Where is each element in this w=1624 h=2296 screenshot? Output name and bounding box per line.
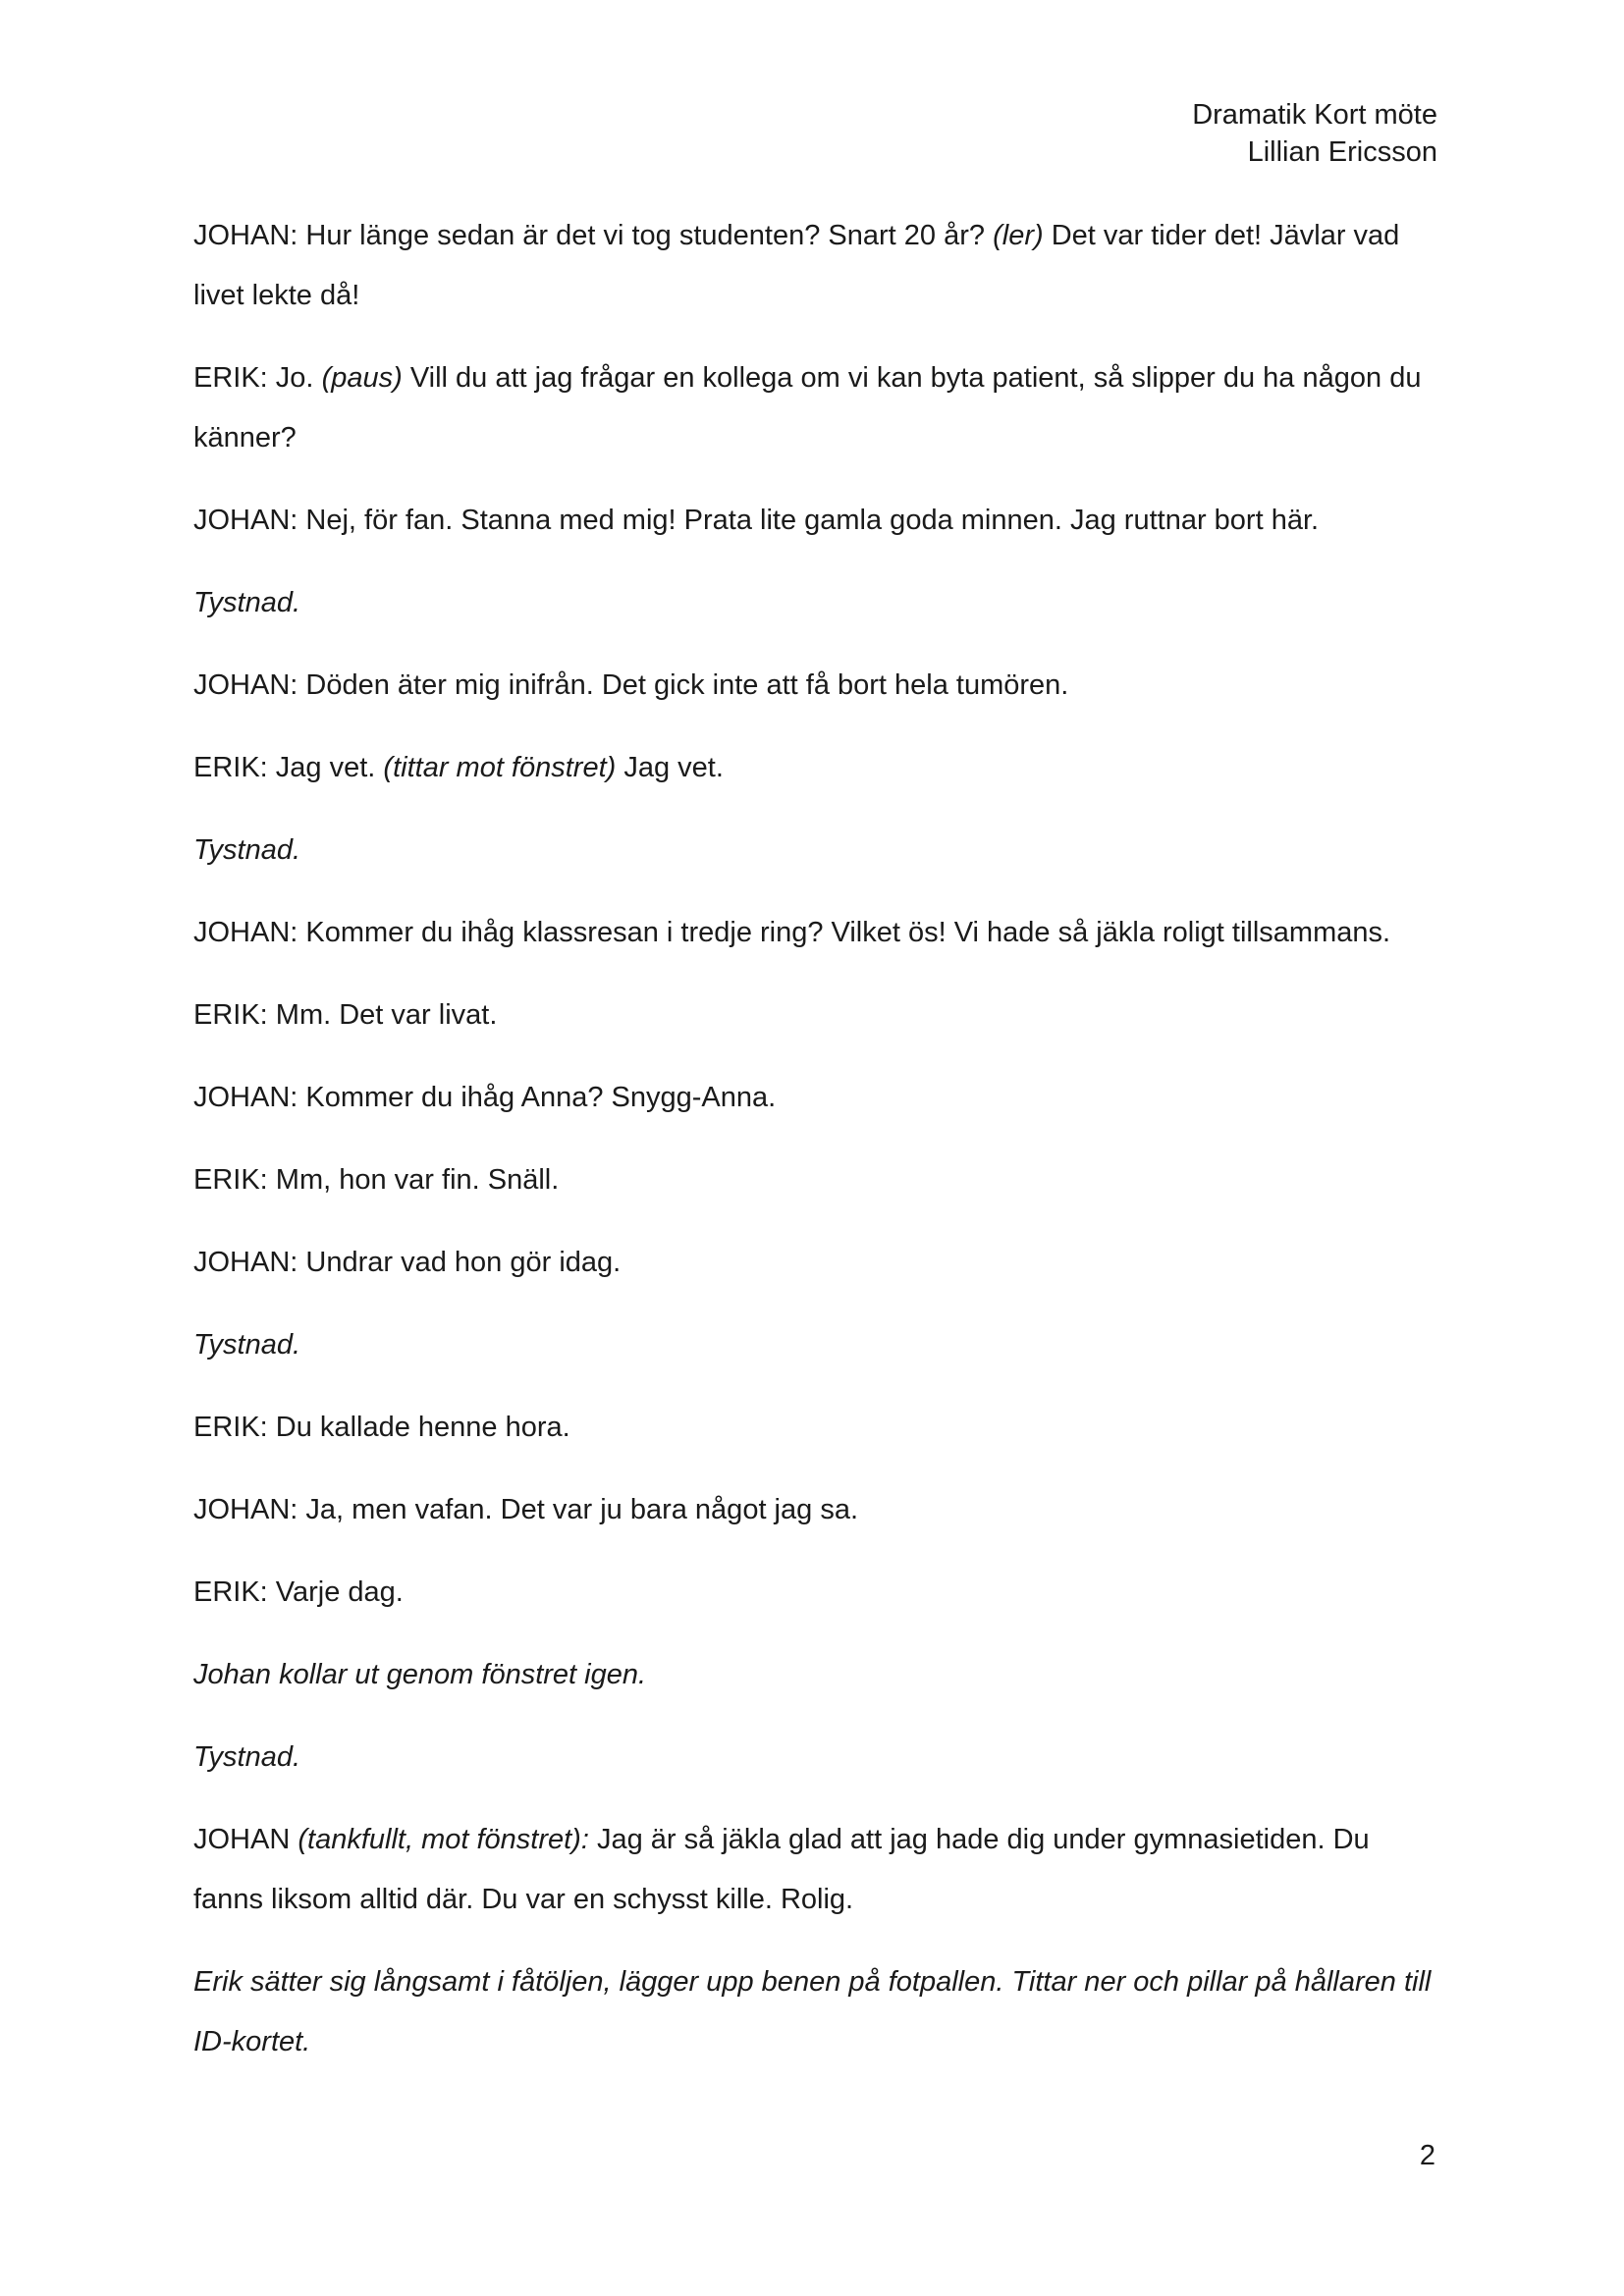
dialogue-text: Jo.: [267, 362, 322, 394]
stage-direction: Erik sätter sig långsamt i fåtöljen, lägger upp benen på fotpallen. Tittar ner och pillar på hållaren till ID-kortet.: [193, 1966, 1432, 2057]
dialogue-line: [193, 1233, 1440, 1293]
dialogue-line: [193, 1563, 1440, 1623]
speaker-name: JOHAN: [193, 1824, 291, 1855]
speaker-name: JOHAN:: [193, 1082, 298, 1113]
dialogue-text: Vill du att jag frågar en kollega om vi kan byta patient, så slipper du ha någon du känner?: [193, 362, 1422, 454]
dialogue-text: Ja, men vafan. Det var ju bara något jag sa.: [298, 1494, 858, 1525]
dialogue-text: Du kallade henne hora.: [267, 1412, 570, 1443]
dialogue-line: [193, 1810, 1440, 1930]
speaker-name: JOHAN:: [193, 669, 298, 701]
document-title: Dramatik Kort möte: [1192, 99, 1437, 131]
dialogue-text: Mm, hon var fin. Snäll.: [267, 1164, 560, 1196]
dialogue-text: Undrar vad hon gör idag.: [298, 1247, 622, 1278]
speaker-name: JOHAN:: [193, 505, 298, 536]
parenthetical-direction: (tittar mot fönstret): [383, 752, 617, 783]
speaker-name: JOHAN:: [193, 1247, 298, 1278]
dialogue-text: Hur länge sedan är det vi tog studenten? Snart 20 år?: [298, 220, 994, 251]
speaker-name: ERIK:: [193, 752, 268, 783]
dialogue-text: Kommer du ihåg klassresan i tredje ring? Vilket ös! Vi hade så jäkla roligt tillsammans.: [298, 917, 1391, 948]
dialogue-text: Kommer du ihåg Anna? Snygg-Anna.: [298, 1082, 777, 1113]
dialogue-text: Nej, för fan. Stanna med mig! Prata lite gamla goda minnen. Jag ruttnar bort här.: [298, 505, 1320, 536]
stage-direction: Tystnad.: [193, 834, 301, 866]
dialogue-line: [193, 1068, 1440, 1128]
dialogue-line: [193, 656, 1440, 716]
dialogue-text: Jag vet.: [267, 752, 384, 783]
dialogue-text: Det var tider det! Jävlar vad livet lekte då!: [193, 220, 1400, 311]
dialogue-line: [193, 1480, 1440, 1540]
parenthetical-direction: (tankfullt, mot fönstret):: [298, 1824, 589, 1855]
page-header: [1192, 96, 1437, 171]
dialogue-line: [193, 738, 1440, 798]
page-number: 2: [1419, 2140, 1435, 2171]
dialogue-line: [193, 986, 1440, 1045]
speaker-name: JOHAN:: [193, 220, 298, 251]
dialogue-text: Mm. Det var livat.: [267, 999, 498, 1031]
stage-direction: Johan kollar ut genom fönstret igen.: [193, 1659, 647, 1690]
parenthetical-direction: (paus): [321, 362, 403, 394]
parenthetical-direction: (ler): [993, 220, 1044, 251]
stage-direction: Tystnad.: [193, 1741, 301, 1773]
dialogue-text: Döden äter mig inifrån. Det gick inte att få bort hela tumören.: [298, 669, 1069, 701]
stage-direction: Tystnad.: [193, 587, 301, 618]
stage-direction: Tystnad.: [193, 1329, 301, 1361]
speaker-name: ERIK:: [193, 1576, 268, 1608]
dialogue-text: Jag är så jäkla glad att jag hade dig under gymnasietiden. Du fanns liksom alltid där. Du var en schysst kille. Rolig.: [193, 1824, 1370, 1915]
speaker-name: ERIK:: [193, 1412, 268, 1443]
dialogue-line: [193, 1150, 1440, 1210]
speaker-name: ERIK:: [193, 1164, 268, 1196]
dialogue-line: [193, 491, 1440, 551]
speaker-name: ERIK:: [193, 999, 268, 1031]
dialogue-line: [193, 206, 1440, 326]
speaker-name: ERIK:: [193, 362, 268, 394]
dialogue-line: [193, 903, 1440, 963]
dialogue-line: [193, 348, 1440, 468]
dialogue-text: Jag vet.: [616, 752, 724, 783]
speaker-name: JOHAN:: [193, 917, 298, 948]
speaker-name: JOHAN:: [193, 1494, 298, 1525]
author-name: Lillian Ericsson: [1247, 136, 1437, 168]
script-body: [193, 206, 1440, 2095]
dialogue-line: [193, 1398, 1440, 1458]
dialogue-text: Varje dag.: [267, 1576, 404, 1608]
